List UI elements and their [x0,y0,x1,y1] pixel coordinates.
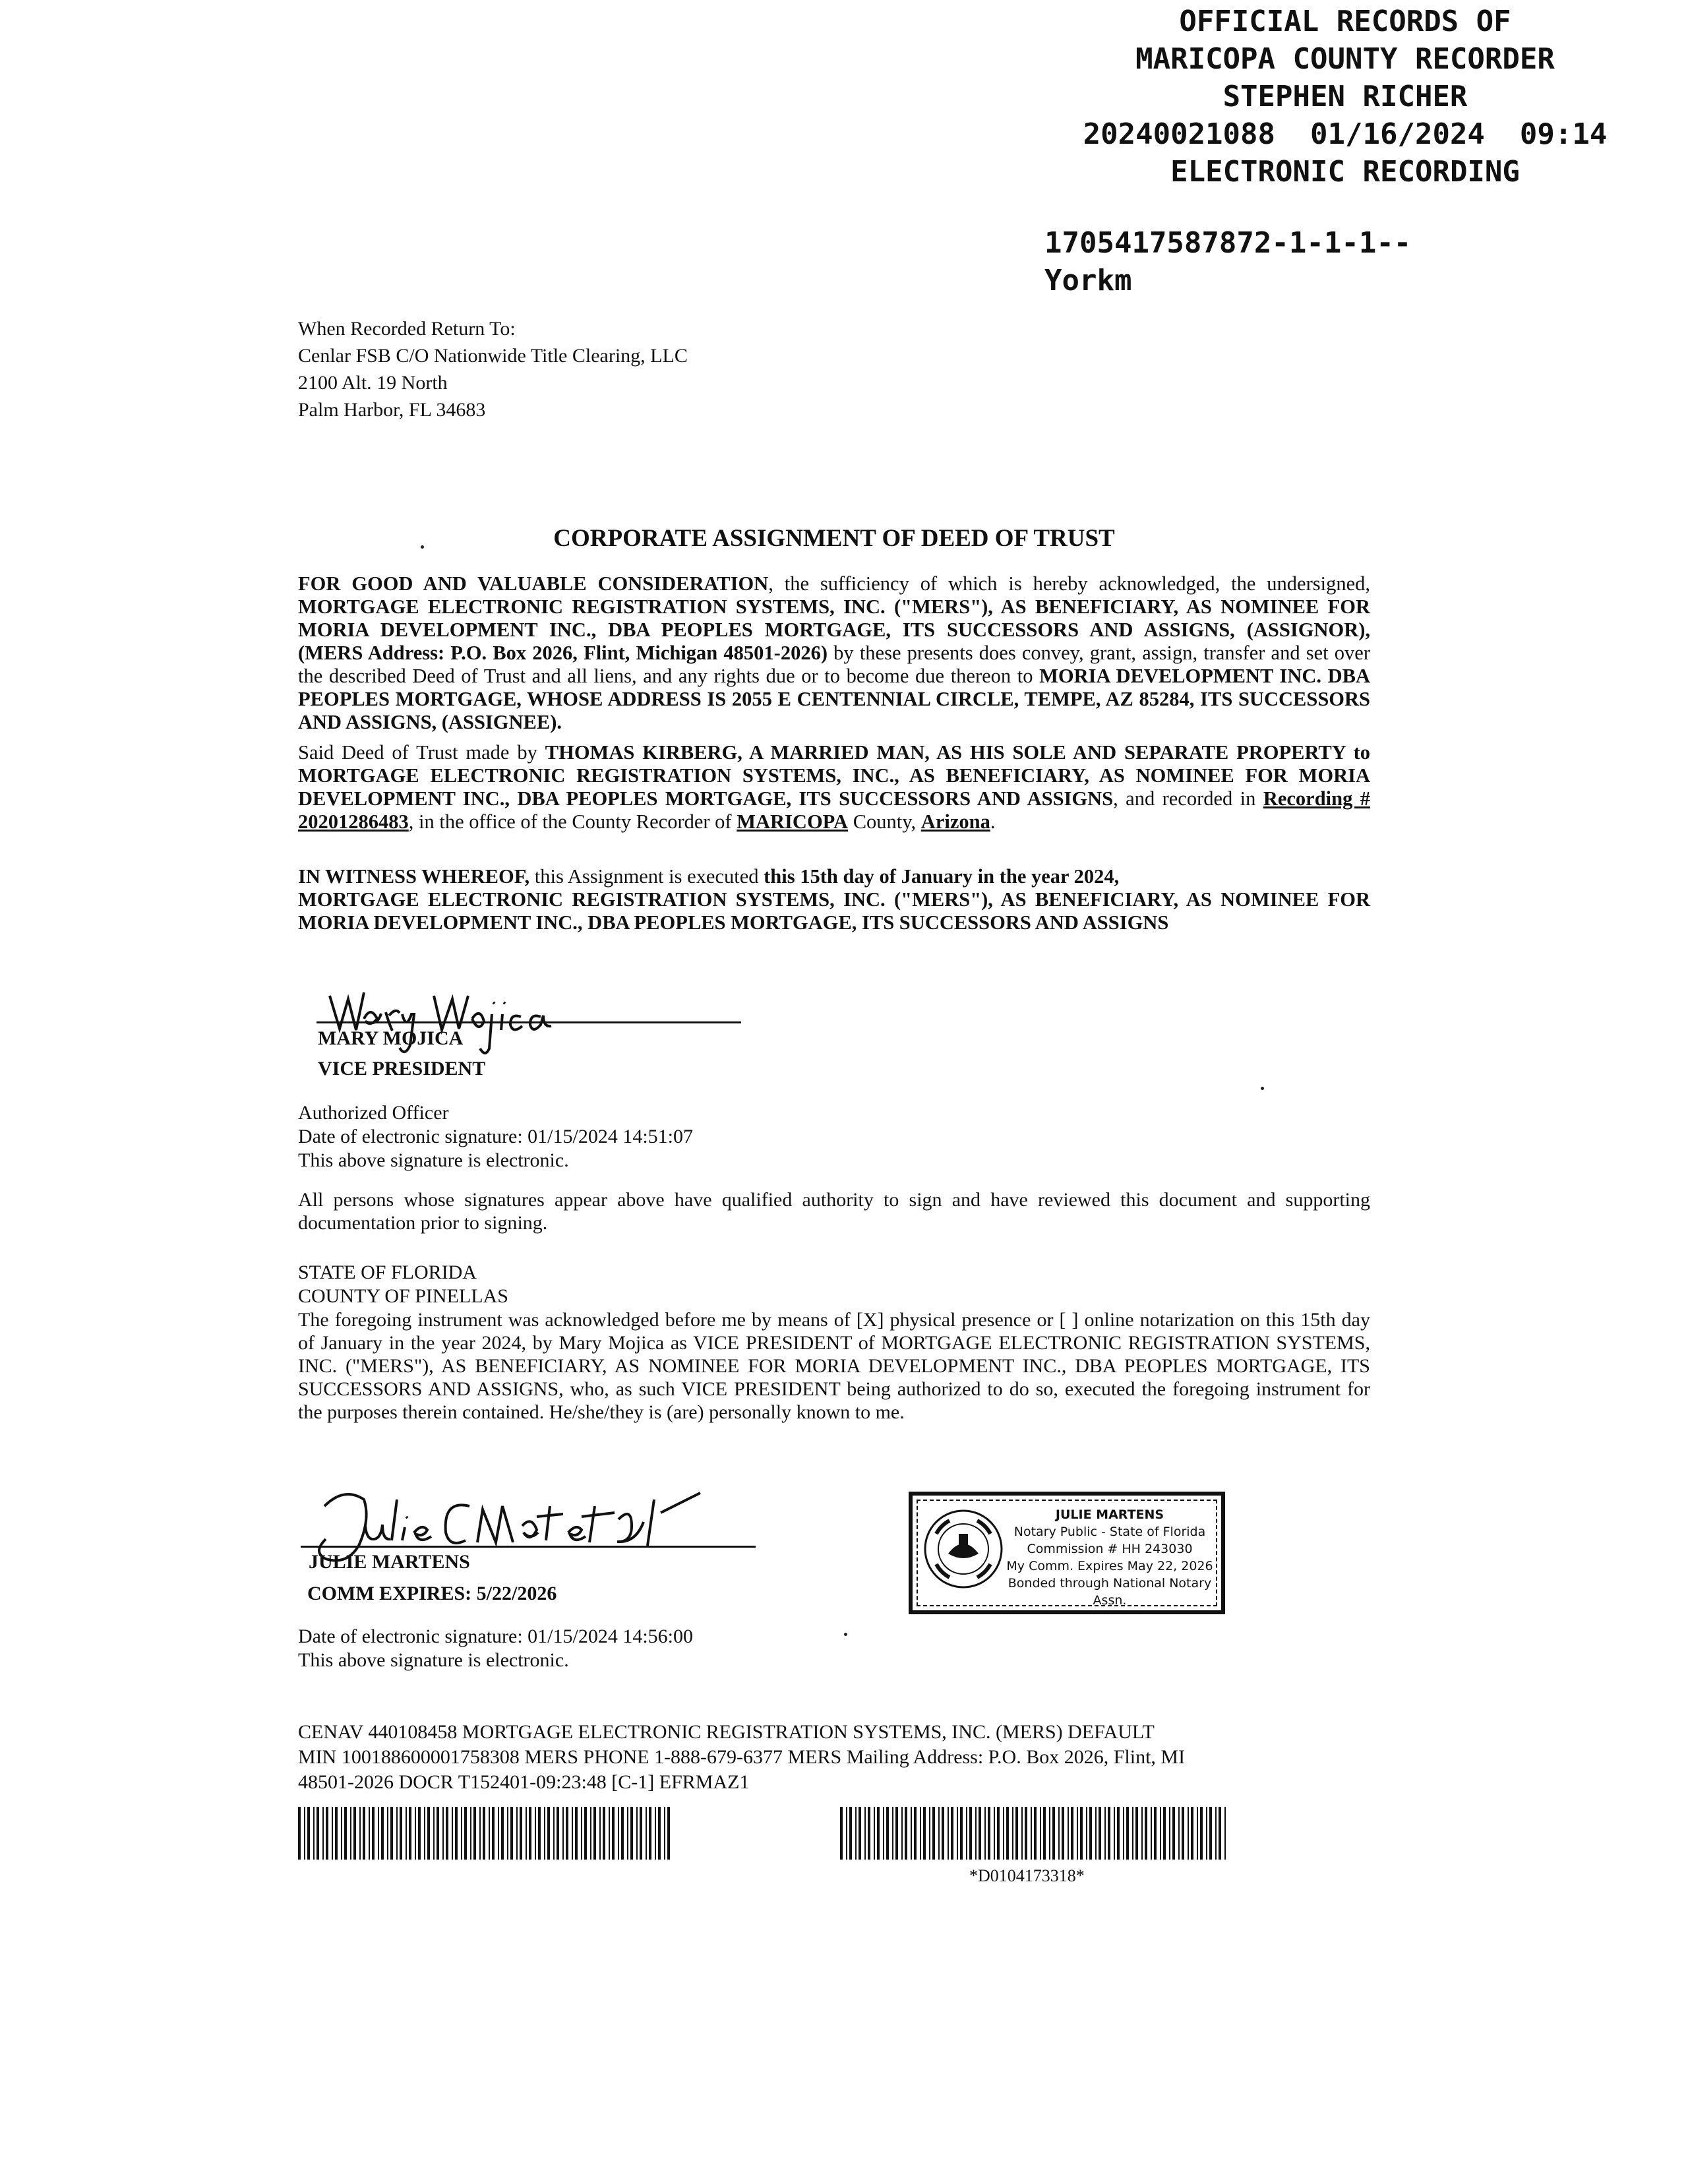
stamp-notary-name: JULIE MARTENS [1055,1507,1164,1522]
barcode-bar [409,1807,411,1860]
barcode-bar [874,1807,875,1860]
barcode-bar [868,1807,870,1860]
barcode-bar [390,1807,393,1860]
barcode-bar [846,1807,847,1860]
barcode-bar [1099,1807,1101,1860]
barcode-bar [658,1807,661,1860]
barcode-bar [1178,1807,1180,1860]
barcode-bar [649,1807,651,1860]
para1-bold-1: FOR GOOD AND VALUABLE CONSIDERATION [298,572,769,595]
barcode-bar [618,1807,619,1860]
stamp-notary-title: Notary Public - State of Florida [1013,1525,1206,1539]
stamp-bonded: Bonded through National Notary Assn. [1008,1576,1212,1608]
county-name: MARICOPA [737,810,849,833]
barcode-bar [461,1807,462,1860]
barcode-bar [593,1807,596,1860]
barcode-right [840,1807,1229,1860]
para1-bold-2: MORTGAGE ELECTRONIC REGISTRATION SYSTEMS, INC. ("MERS"), AS BENEFICIARY, AS NOMINEE FOR MORIA DEVELOPMENT INC., DBA PEOPLES MORTGAGE, ITS SUCCESSORS AND ASSIGNS, (ASSIGNOR), (MERS Address: P.O. Box 2026, Flint, Michigan 48501-2026) [298,595,1370,664]
barcode-bar [316,1807,319,1860]
document-title: CORPORATE ASSIGNMENT OF DEED OF TRUST [553,525,1115,552]
barcode-bar [538,1807,541,1860]
recording-time: 09:14 [1519,117,1608,151]
barcode-bar [507,1807,508,1860]
barcode-bar [452,1807,453,1860]
notary-acknowledgement: The foregoing instrument was acknowledged before me by means of [X] physical presence or [ ] online notarization on this 15th day of January in the year 2024, by Mary Mojica as VICE PRESIDENT of MORTGAGE ELECTRONIC REGISTRATION SYSTEMS, INC. ("MERS"), AS BENEFICIARY, AS NOMINEE FOR MORIA DEVELOPMENT INC., DBA PEOPLES MORTGAGE, ITS SUCCESSORS AND ASSIGNS, who, as such VICE PRESIDENT being authorized to do so, executed the foregoing instrument for the purposes therein contained. He/she/they is (are) personally known to me. [298,1309,1370,1423]
venue-county: COUNTY OF PINELLAS [298,1285,508,1307]
barcode-bar [547,1807,550,1860]
barcode-bar [640,1807,642,1860]
barcode-bar [1080,1807,1083,1860]
para3-text-1: this Assignment is executed [529,865,764,888]
signer2-esig-note: This above signature is electronic. [298,1649,569,1671]
barcode-bar [1025,1807,1027,1860]
barcode-bar [1108,1807,1110,1860]
barcode-bar [473,1807,476,1860]
signer2-esig-date: Date of electronic signature: 01/15/2024 14:56:00 [298,1625,694,1647]
barcode-bar [557,1807,559,1860]
barcode-bar [612,1807,615,1860]
para1-text-2: by these presents does convey, grant, assign, transfer and set over the described Deed of Trust and all liens, and any rights due or to become due thereon to [298,642,1370,687]
footer-line3: 48501-2026 DOCR T152401-09:23:48 [C-1] EFRMAZ1 [298,1771,750,1793]
barcode-bar [298,1807,301,1860]
barcode-bar [400,1807,402,1860]
recording-reference: Recording # 20201286483 [298,787,1370,833]
barcode-bar [378,1807,379,1860]
barcode-bar [520,1807,522,1860]
recording-header-line5: ELECTRONIC RECORDING [1170,155,1520,189]
barcode-left [298,1807,673,1860]
barcode-bar [415,1807,416,1860]
recording-header-line2: MARICOPA COUNTY RECORDER [1135,42,1555,76]
para3-bold-2: this 15th day of January in the year 2024, [764,865,1120,888]
barcode-bar [994,1807,995,1860]
return-to-line2: 2100 Alt. 19 North [298,372,448,394]
barcode-bar [535,1807,536,1860]
barcode-bar [562,1807,564,1860]
barcode-bar [664,1807,665,1860]
barcode-bar [1224,1807,1226,1860]
barcode-bar [1126,1807,1129,1860]
barcode-bar [1071,1807,1073,1860]
barcode-bar [855,1807,857,1860]
barcode-bar [923,1807,926,1860]
barcode-bar [1160,1807,1161,1860]
return-to-label: When Recorded Return To: [298,318,516,340]
barcode-bar [609,1807,610,1860]
signer1-esig-date: Date of electronic signature: 01/15/2024 14:51:07 [298,1126,694,1147]
para3-bold-3: MORTGAGE ELECTRONIC REGISTRATION SYSTEMS, INC. ("MERS"), AS BENEFICIARY, AS NOMINEE FOR MORIA DEVELOPMENT INC., DBA PEOPLES MORTGAGE, ITS SUCCESSORS AND ASSIGNS [298,888,1370,934]
recording-number: 20240021088 [1083,117,1276,151]
barcode-bar [599,1807,601,1860]
barcode-bar [363,1807,365,1860]
barcode-bar [1172,1807,1175,1860]
barcode-bar [914,1807,917,1860]
para2-text-4: County, [848,810,921,833]
barcode-bar [966,1807,967,1860]
barcode-bar [332,1807,333,1860]
barcode-bar [1163,1807,1166,1860]
signer1-role: Authorized Officer [298,1102,449,1124]
barcode-bar [984,1807,986,1860]
barcode-bar [979,1807,981,1860]
state-name: Arizona [920,810,990,833]
signer1-title: VICE PRESIDENT [318,1058,486,1079]
barcode-bar [621,1807,624,1860]
para2-text-5: . [990,810,996,833]
signature-line-2 [301,1546,756,1548]
signer1-name: MARY MOJICA [318,1027,464,1049]
barcode-bar [433,1807,435,1860]
barcode-bar [572,1807,573,1860]
barcode-bar [353,1807,356,1860]
barcode-bar [1145,1807,1147,1860]
barcode-bar [877,1807,880,1860]
barcode-bar [1104,1807,1106,1860]
barcode-bar [442,1807,444,1860]
barcode-bar [526,1807,527,1860]
stamp-expiration: My Comm. Expires May 22, 2026 [1006,1559,1213,1573]
deed-of-trust-paragraph [298,741,1370,834]
recording-header-line3: STEPHEN RICHER [1222,80,1468,113]
batch-id: 1705417587872-1-1-1-- [1044,226,1412,260]
barcode-bar [406,1807,407,1860]
return-to-line1: Cenlar FSB C/O Nationwide Title Clearing, LLC [298,345,688,367]
para2-text-2: , and recorded in [1113,787,1263,810]
venue-block [298,1261,508,1308]
barcode-bar [1141,1807,1143,1860]
barcode-bar [901,1807,903,1860]
barcode-bar [1209,1807,1212,1860]
barcode-bar [1003,1807,1004,1860]
barcode-bar [1077,1807,1078,1860]
barcode-bar [960,1807,963,1860]
barcode-bar [1169,1807,1170,1860]
barcode-bar [1135,1807,1138,1860]
barcode-bar [326,1807,328,1860]
barcode-bar [344,1807,347,1860]
barcode-bar [350,1807,351,1860]
stray-dot [844,1633,847,1636]
barcode-bar [575,1807,578,1860]
para2-text-3: , in the office of the County Recorder of [408,810,737,833]
barcode-bar [544,1807,545,1860]
signature-line-1 [316,1021,741,1023]
barcode-bar [437,1807,439,1860]
barcode-bar [498,1807,499,1860]
barcode-bar [1206,1807,1207,1860]
barcode-bar [655,1807,656,1860]
barcode-bar [424,1807,425,1860]
barcode-bar [304,1807,305,1860]
return-to-block [298,315,688,423]
barcode-bar [516,1807,518,1860]
barcode-bar [396,1807,398,1860]
barcode-bar [948,1807,949,1860]
barcode-bar [335,1807,338,1860]
barcode-bar [455,1807,458,1860]
barcode-bar [988,1807,990,1860]
barcode-bar [1040,1807,1041,1860]
barcode-bar [951,1807,953,1860]
barcode-bar [938,1807,940,1860]
barcode-bar [584,1807,587,1860]
barcode-bar [1012,1807,1013,1860]
barcode-bar [418,1807,421,1860]
barcode-bar [911,1807,912,1860]
barcode-bar [1215,1807,1217,1860]
barcode-bar [1089,1807,1092,1860]
barcode-bar [1015,1807,1018,1860]
barcode-bar [341,1807,342,1860]
barcode-bar [883,1807,884,1860]
barcode-bar [381,1807,384,1860]
barcode-bar [840,1807,843,1860]
witness-paragraph [298,865,1370,934]
venue-state: STATE OF FLORIDA [298,1261,477,1283]
barcode-bar [581,1807,582,1860]
footer-line2: MIN 100188600001758308 MERS PHONE 1-888-679-6377 MERS Mailing Address: P.O. Box 2026, Flint, MI [298,1746,1186,1768]
barcode-bar [929,1807,930,1860]
barcode-bar [1062,1807,1064,1860]
barcode-bar [667,1807,670,1860]
barcode-bar [464,1807,467,1860]
barcode-bar [1132,1807,1133,1860]
para1-text-1: , the sufficiency of which is hereby acknowledged, the undersigned, [768,572,1370,595]
barcode-bar [1095,1807,1097,1860]
barcode-bar [1123,1807,1124,1860]
barcode-label: *D0104173318* [969,1866,1085,1885]
barcode-bar [1086,1807,1087,1860]
barcode-bar [510,1807,513,1860]
barcode-bar [590,1807,591,1860]
barcode-bar [501,1807,504,1860]
barcode-bar [864,1807,866,1860]
recording-ids [1044,224,1411,299]
assignment-paragraph [298,572,1370,734]
barcode-bar [630,1807,633,1860]
stamp-commission-number: Commission # HH 243030 [1027,1542,1193,1556]
para1-bold-3: MORIA DEVELOPMENT INC. DBA PEOPLES MORTGAGE, WHOSE ADDRESS IS 2055 E CENTENNIAL CIRCLE, TEMPE, AZ 85284, ITS SUCCESSORS AND ASSIGNS, (ASSIGNEE). [298,665,1370,733]
notary-stamp [909,1492,1225,1614]
barcode-bar [372,1807,375,1860]
barcode-bar [1058,1807,1060,1860]
barcode-bar [1188,1807,1189,1860]
barcode-bar [566,1807,568,1860]
barcode-bar [1197,1807,1198,1860]
barcode-bar [975,1807,977,1860]
barcode-bar [636,1807,638,1860]
barcode-bar [1021,1807,1023,1860]
para2-bold-1: THOMAS KIRBERG, A MARRIED MAN, AS HIS SOLE AND SEPARATE PROPERTY to MORTGAGE ELECTRONIC REGISTRATION SYSTEMS, INC., AS BENEFICIARY, AS NOMINEE FOR MORIA DEVELOPMENT INC., DBA PEOPLES MORTGAGE, ITS SUCCESSORS AND ASSIGNS [298,741,1370,810]
barcode-bar [859,1807,861,1860]
barcode-bar [307,1807,310,1860]
signer1-esig-note: This above signature is electronic. [298,1149,569,1171]
barcode-bar [627,1807,628,1860]
barcode-bar [1154,1807,1157,1860]
barcode-bar [322,1807,324,1860]
barcode-bar [483,1807,485,1860]
barcode-bar [1068,1807,1069,1860]
barcode-bar [359,1807,361,1860]
barcode-bar [849,1807,852,1860]
barcode-bar [313,1807,315,1860]
notary-seal-icon [922,1507,1005,1591]
barcode-bar [369,1807,370,1860]
barcode-bar [969,1807,972,1860]
recording-header-line1: OFFICIAL RECORDS OF [1179,5,1511,38]
barcode-bar [1031,1807,1032,1860]
signer2-name: JULIE MARTENS [309,1551,470,1573]
barcode-bar [529,1807,531,1860]
clerk-id: Yorkm [1044,264,1132,297]
barcode-bar [387,1807,388,1860]
barcode-bar [932,1807,935,1860]
barcode-bar [470,1807,471,1860]
para3-bold-1: IN WITNESS WHEREOF, [298,865,530,888]
barcode-bar [1117,1807,1120,1860]
barcode-bar [1191,1807,1193,1860]
barcode-bar [553,1807,555,1860]
recording-date: 01/16/2024 [1310,117,1485,151]
barcode-bar [997,1807,1000,1860]
barcode-bar [489,1807,490,1860]
return-to-line3: Palm Harbor, FL 34683 [298,399,486,421]
notary-stamp-text [1005,1506,1215,1609]
barcode-bar [446,1807,448,1860]
authority-statement: All persons whose signatures appear above have qualified authority to sign and have reviewed this document and supporting documentation prior to signing. [298,1189,1370,1234]
para2-text-1: Said Deed of Trust made by [298,741,545,764]
barcode-bar [646,1807,647,1860]
barcode-bar [1043,1807,1046,1860]
recording-header [1015,3,1675,191]
barcode-bar [603,1807,605,1860]
barcode-bar [1034,1807,1037,1860]
barcode-bar [1114,1807,1115,1860]
barcode-bar [1049,1807,1050,1860]
recording-header-line4 [1015,115,1675,153]
footer-line1: CENAV 440108458 MORTGAGE ELECTRONIC REGISTRATION SYSTEMS, INC. (MERS) DEFAULT [298,1721,1155,1743]
barcode-bar [1182,1807,1184,1860]
barcode-bar [1219,1807,1221,1860]
barcode-bar [957,1807,958,1860]
stray-dot [1261,1087,1264,1090]
signer2-esig-block [298,1625,693,1672]
barcode-bar [942,1807,944,1860]
barcode-bar [886,1807,889,1860]
barcode-bar [920,1807,921,1860]
barcode-bar [492,1807,495,1860]
barcode-bar [1151,1807,1152,1860]
barcode-bar [1200,1807,1203,1860]
barcode-bar [1052,1807,1055,1860]
signer2-comm-expires: COMM EXPIRES: 5/22/2026 [307,1583,557,1604]
barcode-bar [479,1807,481,1860]
signer1-esig-block [298,1101,693,1172]
barcode-bar [895,1807,898,1860]
barcode-bar [1006,1807,1009,1860]
barcode-bar [427,1807,430,1860]
barcode-bar [892,1807,893,1860]
barcode-bar [905,1807,907,1860]
